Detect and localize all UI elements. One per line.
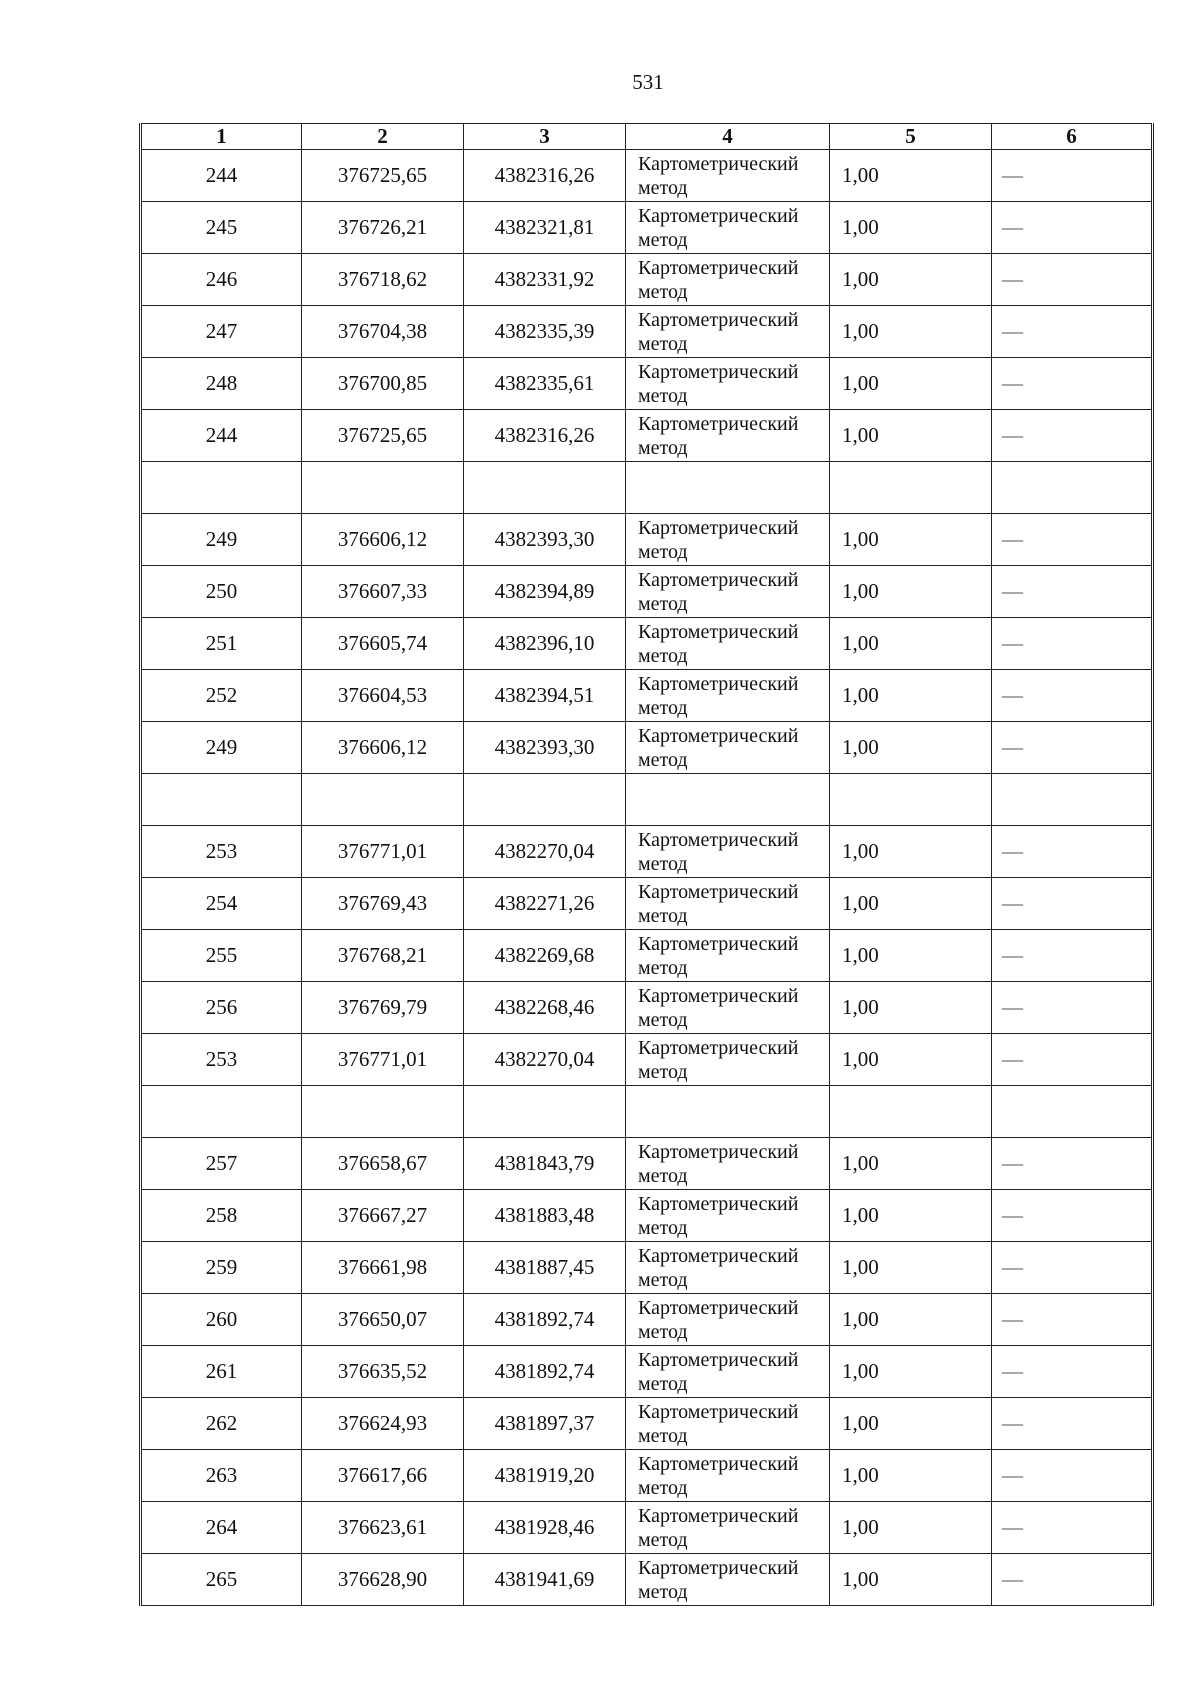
method-cell xyxy=(626,514,830,566)
method-cell xyxy=(626,722,830,774)
y-coordinate-cell: 4382394,51 xyxy=(464,670,626,722)
method-cell xyxy=(626,306,830,358)
header-cell: 4 xyxy=(626,124,830,150)
method-line-2: метод xyxy=(638,904,688,927)
y-coordinate-cell: 4382270,04 xyxy=(464,826,626,878)
x-coordinate-cell: 376725,65 xyxy=(302,410,464,462)
table-row xyxy=(141,722,1153,774)
method-line-2: метод xyxy=(638,592,688,615)
table-row xyxy=(141,618,1153,670)
point-number-cell: 259 xyxy=(141,1242,302,1294)
empty-cell xyxy=(464,462,626,514)
method-cell xyxy=(626,618,830,670)
empty-cell xyxy=(830,462,992,514)
table-row xyxy=(141,410,1153,462)
x-coordinate-cell: 376771,01 xyxy=(302,1034,464,1086)
description-cell: — xyxy=(992,1294,1153,1346)
description-cell: — xyxy=(992,514,1153,566)
point-number-cell: 258 xyxy=(141,1190,302,1242)
method-line-1: Картометрический xyxy=(638,1140,799,1163)
point-number-cell: 251 xyxy=(141,618,302,670)
table-row xyxy=(141,254,1153,306)
separator-row xyxy=(141,462,1153,514)
x-coordinate-cell: 376628,90 xyxy=(302,1554,464,1606)
coordinates-table xyxy=(139,123,1154,1606)
header-cell: 3 xyxy=(464,124,626,150)
accuracy-cell: 1,00 xyxy=(830,254,992,306)
y-coordinate-cell: 4381892,74 xyxy=(464,1294,626,1346)
method-line-2: метод xyxy=(638,176,688,199)
x-coordinate-cell: 376725,65 xyxy=(302,150,464,202)
accuracy-cell: 1,00 xyxy=(830,722,992,774)
accuracy-cell: 1,00 xyxy=(830,358,992,410)
description-cell: — xyxy=(992,1138,1153,1190)
header-cell: 1 xyxy=(141,124,302,150)
table-body xyxy=(141,150,1153,1606)
method-cell xyxy=(626,1190,830,1242)
table-row xyxy=(141,1398,1153,1450)
method-line-1: Картометрический xyxy=(638,724,799,747)
header-cell: 6 xyxy=(992,124,1153,150)
accuracy-cell: 1,00 xyxy=(830,1450,992,1502)
header-cell: 2 xyxy=(302,124,464,150)
y-coordinate-cell: 4382271,26 xyxy=(464,878,626,930)
point-number-cell: 264 xyxy=(141,1502,302,1554)
method-line-1: Картометрический xyxy=(638,1036,799,1059)
empty-cell xyxy=(464,1086,626,1138)
accuracy-cell: 1,00 xyxy=(830,1346,992,1398)
method-line-2: метод xyxy=(638,748,688,771)
y-coordinate-cell: 4382270,04 xyxy=(464,1034,626,1086)
method-line-2: метод xyxy=(638,1424,688,1447)
x-coordinate-cell: 376769,79 xyxy=(302,982,464,1034)
y-coordinate-cell: 4381883,48 xyxy=(464,1190,626,1242)
x-coordinate-cell: 376635,52 xyxy=(302,1346,464,1398)
method-line-2: метод xyxy=(638,1060,688,1083)
empty-cell xyxy=(830,1086,992,1138)
method-cell xyxy=(626,1398,830,1450)
method-cell xyxy=(626,1450,830,1502)
empty-cell xyxy=(141,462,302,514)
method-line-2: метод xyxy=(638,332,688,355)
x-coordinate-cell: 376726,21 xyxy=(302,202,464,254)
table-row xyxy=(141,670,1153,722)
method-line-1: Картометрический xyxy=(638,620,799,643)
x-coordinate-cell: 376607,33 xyxy=(302,566,464,618)
accuracy-cell: 1,00 xyxy=(830,150,992,202)
method-line-1: Картометрический xyxy=(638,360,799,383)
table-row xyxy=(141,150,1153,202)
y-coordinate-cell: 4381843,79 xyxy=(464,1138,626,1190)
description-cell: — xyxy=(992,1034,1153,1086)
accuracy-cell: 1,00 xyxy=(830,878,992,930)
table-row xyxy=(141,1294,1153,1346)
description-cell: — xyxy=(992,202,1153,254)
method-cell xyxy=(626,254,830,306)
y-coordinate-cell: 4382335,61 xyxy=(464,358,626,410)
y-coordinate-cell: 4382321,81 xyxy=(464,202,626,254)
method-line-2: метод xyxy=(638,1372,688,1395)
point-number-cell: 257 xyxy=(141,1138,302,1190)
point-number-cell: 256 xyxy=(141,982,302,1034)
x-coordinate-cell: 376700,85 xyxy=(302,358,464,410)
point-number-cell: 262 xyxy=(141,1398,302,1450)
method-line-2: метод xyxy=(638,1528,688,1551)
accuracy-cell: 1,00 xyxy=(830,618,992,670)
point-number-cell: 247 xyxy=(141,306,302,358)
empty-cell xyxy=(302,462,464,514)
point-number-cell: 255 xyxy=(141,930,302,982)
method-line-1: Картометрический xyxy=(638,1192,799,1215)
table-row xyxy=(141,826,1153,878)
description-cell: — xyxy=(992,982,1153,1034)
y-coordinate-cell: 4382394,89 xyxy=(464,566,626,618)
method-cell xyxy=(626,1138,830,1190)
accuracy-cell: 1,00 xyxy=(830,1190,992,1242)
method-line-1: Картометрический xyxy=(638,412,799,435)
empty-cell xyxy=(141,1086,302,1138)
y-coordinate-cell: 4382396,10 xyxy=(464,618,626,670)
accuracy-cell: 1,00 xyxy=(830,1398,992,1450)
method-line-1: Картометрический xyxy=(638,932,799,955)
method-line-2: метод xyxy=(638,1580,688,1603)
method-line-1: Картометрический xyxy=(638,516,799,539)
method-line-1: Картометрический xyxy=(638,152,799,175)
table-row xyxy=(141,1242,1153,1294)
method-cell xyxy=(626,982,830,1034)
point-number-cell: 245 xyxy=(141,202,302,254)
x-coordinate-cell: 376768,21 xyxy=(302,930,464,982)
method-line-1: Картометрический xyxy=(638,1400,799,1423)
table-row xyxy=(141,202,1153,254)
description-cell: — xyxy=(992,1242,1153,1294)
accuracy-cell: 1,00 xyxy=(830,982,992,1034)
description-cell: — xyxy=(992,150,1153,202)
y-coordinate-cell: 4381941,69 xyxy=(464,1554,626,1606)
y-coordinate-cell: 4382316,26 xyxy=(464,150,626,202)
method-line-2: метод xyxy=(638,956,688,979)
method-cell xyxy=(626,1502,830,1554)
point-number-cell: 249 xyxy=(141,722,302,774)
table-row xyxy=(141,982,1153,1034)
method-cell xyxy=(626,670,830,722)
description-cell: — xyxy=(992,410,1153,462)
accuracy-cell: 1,00 xyxy=(830,1554,992,1606)
point-number-cell: 246 xyxy=(141,254,302,306)
method-line-2: метод xyxy=(638,1216,688,1239)
description-cell: — xyxy=(992,358,1153,410)
x-coordinate-cell: 376658,67 xyxy=(302,1138,464,1190)
y-coordinate-cell: 4382269,68 xyxy=(464,930,626,982)
table-row xyxy=(141,878,1153,930)
method-cell xyxy=(626,202,830,254)
y-coordinate-cell: 4382393,30 xyxy=(464,514,626,566)
method-cell xyxy=(626,410,830,462)
method-cell xyxy=(626,878,830,930)
description-cell: — xyxy=(992,878,1153,930)
x-coordinate-cell: 376623,61 xyxy=(302,1502,464,1554)
y-coordinate-cell: 4381928,46 xyxy=(464,1502,626,1554)
separator-row xyxy=(141,774,1153,826)
method-line-1: Картометрический xyxy=(638,672,799,695)
method-line-1: Картометрический xyxy=(638,1556,799,1579)
table-row xyxy=(141,1502,1153,1554)
table-row xyxy=(141,514,1153,566)
x-coordinate-cell: 376661,98 xyxy=(302,1242,464,1294)
method-line-1: Картометрический xyxy=(638,308,799,331)
y-coordinate-cell: 4381887,45 xyxy=(464,1242,626,1294)
x-coordinate-cell: 376769,43 xyxy=(302,878,464,930)
empty-cell xyxy=(992,774,1153,826)
point-number-cell: 263 xyxy=(141,1450,302,1502)
description-cell: — xyxy=(992,722,1153,774)
empty-cell xyxy=(464,774,626,826)
description-cell: — xyxy=(992,254,1153,306)
method-line-2: метод xyxy=(638,696,688,719)
point-number-cell: 248 xyxy=(141,358,302,410)
accuracy-cell: 1,00 xyxy=(830,514,992,566)
point-number-cell: 244 xyxy=(141,410,302,462)
description-cell: — xyxy=(992,306,1153,358)
empty-cell xyxy=(992,462,1153,514)
table-row xyxy=(141,306,1153,358)
method-line-2: метод xyxy=(638,1164,688,1187)
empty-cell xyxy=(302,774,464,826)
separator-row xyxy=(141,1086,1153,1138)
empty-cell xyxy=(626,1086,830,1138)
point-number-cell: 253 xyxy=(141,1034,302,1086)
point-number-cell: 261 xyxy=(141,1346,302,1398)
table-row xyxy=(141,1450,1153,1502)
method-line-1: Картометрический xyxy=(638,828,799,851)
x-coordinate-cell: 376606,12 xyxy=(302,514,464,566)
accuracy-cell: 1,00 xyxy=(830,410,992,462)
accuracy-cell: 1,00 xyxy=(830,1034,992,1086)
description-cell: — xyxy=(992,670,1153,722)
description-cell: — xyxy=(992,1346,1153,1398)
method-line-1: Картометрический xyxy=(638,880,799,903)
point-number-cell: 252 xyxy=(141,670,302,722)
y-coordinate-cell: 4382268,46 xyxy=(464,982,626,1034)
method-line-1: Картометрический xyxy=(638,1348,799,1371)
empty-cell xyxy=(992,1086,1153,1138)
point-number-cell: 244 xyxy=(141,150,302,202)
accuracy-cell: 1,00 xyxy=(830,930,992,982)
y-coordinate-cell: 4382316,26 xyxy=(464,410,626,462)
header-row xyxy=(141,124,1153,150)
x-coordinate-cell: 376606,12 xyxy=(302,722,464,774)
y-coordinate-cell: 4382335,39 xyxy=(464,306,626,358)
method-line-2: метод xyxy=(638,436,688,459)
method-line-2: метод xyxy=(638,1476,688,1499)
empty-cell xyxy=(626,774,830,826)
description-cell: — xyxy=(992,566,1153,618)
point-number-cell: 253 xyxy=(141,826,302,878)
y-coordinate-cell: 4381897,37 xyxy=(464,1398,626,1450)
method-cell xyxy=(626,1554,830,1606)
y-coordinate-cell: 4381919,20 xyxy=(464,1450,626,1502)
table-row xyxy=(141,1034,1153,1086)
description-cell: — xyxy=(992,618,1153,670)
table-row xyxy=(141,1554,1153,1606)
x-coordinate-cell: 376667,27 xyxy=(302,1190,464,1242)
accuracy-cell: 1,00 xyxy=(830,670,992,722)
y-coordinate-cell: 4382331,92 xyxy=(464,254,626,306)
table-row xyxy=(141,1190,1153,1242)
x-coordinate-cell: 376605,74 xyxy=(302,618,464,670)
accuracy-cell: 1,00 xyxy=(830,826,992,878)
accuracy-cell: 1,00 xyxy=(830,1294,992,1346)
method-cell xyxy=(626,1034,830,1086)
point-number-cell: 254 xyxy=(141,878,302,930)
method-line-2: метод xyxy=(638,1008,688,1031)
accuracy-cell: 1,00 xyxy=(830,1502,992,1554)
accuracy-cell: 1,00 xyxy=(830,566,992,618)
method-line-1: Картометрический xyxy=(638,1504,799,1527)
description-cell: — xyxy=(992,1398,1153,1450)
x-coordinate-cell: 376650,07 xyxy=(302,1294,464,1346)
method-line-2: метод xyxy=(638,1268,688,1291)
point-number-cell: 265 xyxy=(141,1554,302,1606)
accuracy-cell: 1,00 xyxy=(830,1138,992,1190)
method-cell xyxy=(626,826,830,878)
x-coordinate-cell: 376617,66 xyxy=(302,1450,464,1502)
method-line-1: Картометрический xyxy=(638,568,799,591)
method-line-1: Картометрический xyxy=(638,256,799,279)
method-cell xyxy=(626,930,830,982)
table-row xyxy=(141,358,1153,410)
table-row xyxy=(141,566,1153,618)
empty-cell xyxy=(141,774,302,826)
point-number-cell: 250 xyxy=(141,566,302,618)
method-line-2: метод xyxy=(638,540,688,563)
accuracy-cell: 1,00 xyxy=(830,306,992,358)
method-line-1: Картометрический xyxy=(638,984,799,1007)
method-cell xyxy=(626,150,830,202)
method-cell xyxy=(626,566,830,618)
accuracy-cell: 1,00 xyxy=(830,1242,992,1294)
table-row xyxy=(141,930,1153,982)
table-row xyxy=(141,1346,1153,1398)
empty-cell xyxy=(302,1086,464,1138)
method-line-1: Картометрический xyxy=(638,1296,799,1319)
description-cell: — xyxy=(992,826,1153,878)
method-cell xyxy=(626,1346,830,1398)
method-line-2: метод xyxy=(638,1320,688,1343)
table-row xyxy=(141,1138,1153,1190)
description-cell: — xyxy=(992,1554,1153,1606)
x-coordinate-cell: 376718,62 xyxy=(302,254,464,306)
description-cell: — xyxy=(992,930,1153,982)
description-cell: — xyxy=(992,1450,1153,1502)
method-cell xyxy=(626,1242,830,1294)
method-line-1: Картометрический xyxy=(638,204,799,227)
x-coordinate-cell: 376771,01 xyxy=(302,826,464,878)
method-line-2: метод xyxy=(638,228,688,251)
accuracy-cell: 1,00 xyxy=(830,202,992,254)
method-line-2: метод xyxy=(638,384,688,407)
description-cell: — xyxy=(992,1190,1153,1242)
point-number-cell: 260 xyxy=(141,1294,302,1346)
description-cell: — xyxy=(992,1502,1153,1554)
y-coordinate-cell: 4381892,74 xyxy=(464,1346,626,1398)
method-line-2: метод xyxy=(638,852,688,875)
x-coordinate-cell: 376604,53 xyxy=(302,670,464,722)
empty-cell xyxy=(830,774,992,826)
point-number-cell: 249 xyxy=(141,514,302,566)
y-coordinate-cell: 4382393,30 xyxy=(464,722,626,774)
x-coordinate-cell: 376624,93 xyxy=(302,1398,464,1450)
x-coordinate-cell: 376704,38 xyxy=(302,306,464,358)
method-line-2: метод xyxy=(638,644,688,667)
page-number: 531 xyxy=(632,70,664,94)
method-line-1: Картометрический xyxy=(638,1244,799,1267)
method-cell xyxy=(626,1294,830,1346)
empty-cell xyxy=(626,462,830,514)
method-line-1: Картометрический xyxy=(638,1452,799,1475)
method-line-2: метод xyxy=(638,280,688,303)
method-cell xyxy=(626,358,830,410)
header-cell: 5 xyxy=(830,124,992,150)
